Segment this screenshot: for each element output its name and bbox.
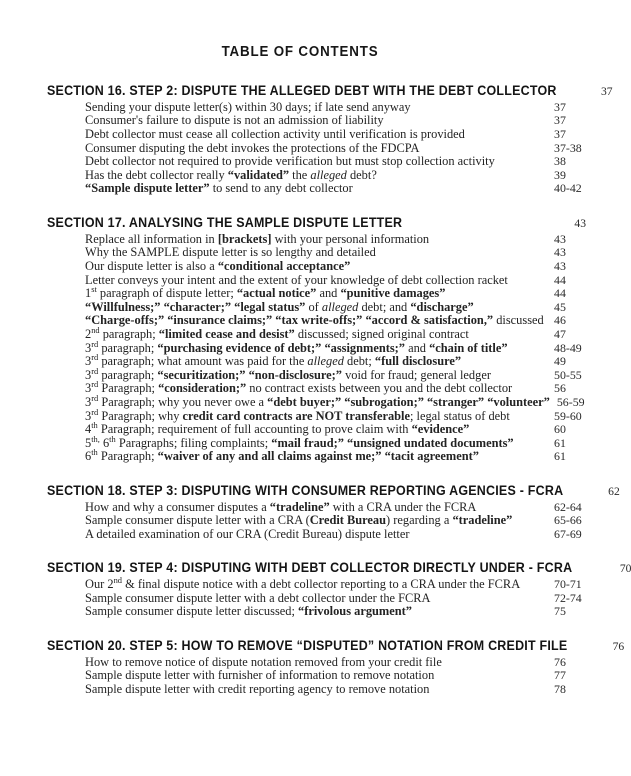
toc-entry[interactable] (0, 114, 600, 128)
toc-entry-label: 3rd Paragraph; “consideration;” no contract exists between you and the debt collector (85, 379, 513, 396)
toc-entry-label: 3rd Paragraph; why you never owe a “debt buyer;” “subrogation;” “stranger” “volunteer” (85, 392, 550, 409)
toc-entry-page-number: 67-69 (554, 526, 582, 541)
toc-section (0, 196, 600, 464)
toc-entry-page-number: 62-64 (554, 499, 582, 514)
toc-section (0, 619, 625, 697)
toc-entry-label: Sample consumer dispute letter discussed; “frivolous argument” (85, 604, 412, 619)
section-entry-list (0, 654, 600, 697)
section-heading-page-number: 70 (619, 562, 631, 576)
toc-entry[interactable] (0, 419, 600, 437)
section-heading-page-number: 76 (612, 640, 625, 654)
toc-entry-page-number: 46 (554, 313, 566, 328)
section-entry-list (0, 499, 600, 542)
toc-entry-label: Sample dispute letter with credit reporting agency to remove notation (85, 682, 430, 697)
toc-entry-label: Our dispute letter is also a “conditional acceptance” (85, 258, 351, 273)
toc-entry-page-number: 38 (554, 154, 566, 169)
toc-entry-label: Our 2nd & final dispute notice with a debt collector reporting to a CRA under the FCRA (85, 575, 521, 592)
toc-entry-label: Letter conveys your intent and the extent of your knowledge of debt collection racket (85, 272, 508, 287)
toc-entry[interactable] (0, 233, 600, 247)
toc-entry-label: 2nd paragraph; “limited cease and desist” discussed; signed original contract (85, 324, 469, 341)
section-heading-title: SECTION 20. STEP 5: HOW TO REMOVE “DISPUTED” NOTATION FROM CREDIT FILE (47, 638, 568, 654)
section-entry-list (0, 99, 600, 196)
toc-entry-page-number: 37-38 (554, 140, 582, 155)
toc-entry-label: Why the SAMPLE dispute letter is so lengthy and detailed (85, 245, 376, 260)
toc-entry[interactable] (0, 169, 600, 183)
section-heading-page-number: 37 (600, 85, 613, 98)
toc-entry-page-number: 78 (554, 682, 566, 697)
toc-entry-label: 3rd paragraph; “purchasing evidence of debt;” “assignments;” and “chain of title” (85, 338, 508, 355)
toc-entry-page-number: 37 (554, 113, 566, 128)
toc-entry-page-number: 43 (554, 231, 566, 246)
section-heading-row[interactable] (0, 638, 625, 654)
toc-sections (0, 60, 631, 697)
toc-entry-label: Sample consumer dispute letter with a CRA (Credit Bureau) regarding a “tradeline” (85, 513, 513, 528)
toc-entry[interactable] (0, 575, 600, 592)
toc-section (0, 464, 620, 542)
toc-entry-page-number: 37 (554, 127, 566, 141)
toc-entry-label: Consumer's failure to dispute is not an admission of liability (85, 113, 384, 128)
toc-entry-page-number: 61 (554, 435, 566, 450)
toc-entry[interactable] (0, 447, 600, 464)
section-heading-title: SECTION 16. STEP 2: DISPUTE THE ALLEGED DEBT WITH THE DEBT COLLECTOR (47, 83, 557, 98)
page-title: TABLE OF CONTENTS (221, 44, 379, 60)
toc-entry[interactable] (0, 301, 600, 315)
toc-entry-label: How to remove notice of dispute notation removed from your credit file (85, 654, 442, 669)
section-heading-page-number: 43 (574, 216, 586, 230)
toc-entry-page-number: 44 (554, 286, 566, 301)
toc-entry-page-number: 44 (554, 272, 566, 287)
toc-entry-label: 3rd paragraph; “securitization;” “non-disclosure;” void for fraud; general ledger (85, 365, 491, 382)
section-heading-row[interactable] (0, 215, 600, 231)
section-heading-title: SECTION 17. ANALYSING THE SAMPLE DISPUTE LETTER (47, 214, 403, 230)
toc-section (0, 60, 613, 196)
toc-entry[interactable] (0, 501, 600, 515)
toc-entry-page-number: 70-71 (554, 577, 582, 592)
toc-entry-label: “Sample dispute letter” to send to any debt collector (85, 181, 353, 196)
toc-entry[interactable] (0, 142, 600, 156)
toc-entry-page-number: 75 (554, 604, 566, 619)
toc-entry-label: 3rd paragraph; what amount was paid for the alleged debt; “full disclosure” (85, 352, 462, 369)
toc-entry[interactable] (0, 246, 600, 260)
section-entry-list (0, 576, 600, 619)
toc-entry-page-number: 59-60 (554, 408, 582, 423)
toc-entry-label: Replace all information in [brackets] with your personal information (85, 231, 430, 246)
toc-entry[interactable] (0, 324, 600, 342)
toc-entry-label: “Willfulness;” “character;” “legal status” of alleged debt; and “discharge” (85, 299, 474, 314)
toc-entry[interactable] (0, 128, 600, 142)
toc-entry-page-number: 48-49 (554, 340, 582, 355)
toc-entry-page-number: 76 (554, 654, 566, 669)
toc-entry-label: Sample consumer dispute letter with a debt collector under the FCRA (85, 590, 431, 605)
toc-entry-page-number: 39 (554, 167, 566, 182)
section-heading-row[interactable] (0, 83, 613, 99)
toc-entry[interactable] (0, 182, 600, 196)
toc-entry-page-number: 43 (554, 258, 566, 273)
toc-entry[interactable] (0, 155, 600, 169)
toc-entry-label: A detailed examination of our CRA (Credit Bureau) dispute letter (85, 526, 410, 541)
toc-entry[interactable] (0, 284, 600, 301)
toc-entry-label: “Charge-offs;” “insurance claims;” “tax write-offs;” “accord & satisfaction,” discussed (85, 313, 544, 328)
toc-entry-page-number: 47 (554, 326, 566, 341)
section-heading-page-number: 62 (608, 484, 620, 498)
toc-entry-page-number: 45 (554, 299, 566, 314)
toc-entry[interactable] (0, 514, 600, 528)
section-heading-row[interactable] (0, 560, 631, 576)
toc-entry[interactable] (0, 314, 600, 328)
toc-entry-page-number: 49 (554, 354, 566, 369)
toc-entry-label: 4th Paragraph; requirement of full accounting to prove claim with “evidence” (85, 419, 470, 437)
toc-entry-page-number: 40-42 (554, 181, 582, 196)
toc-entry-label: 3rd Paragraph; why credit card contracts are NOT transferable; legal status of debt (85, 406, 510, 423)
section-heading-row[interactable] (0, 482, 620, 499)
toc-entry-page-number: 37 (554, 99, 566, 114)
toc-entry[interactable] (0, 669, 600, 683)
toc-entry[interactable] (0, 592, 600, 606)
toc-entry[interactable] (0, 260, 600, 274)
toc-entry-page-number: 56-59 (556, 394, 585, 409)
toc-entry-label: Sample dispute letter with furnisher of information to remove notation (85, 668, 435, 683)
toc-entry-label: How and why a consumer disputes a “tradeline” with a CRA under the FCRA (85, 499, 477, 514)
toc-entry[interactable] (0, 605, 600, 619)
toc-entry-page-number: 65-66 (554, 513, 582, 528)
toc-entry-label: Has the debt collector really “validated” the alleged debt? (85, 167, 377, 182)
toc-entry-page-number: 61 (554, 449, 566, 464)
toc-entry[interactable] (0, 528, 600, 542)
toc-entry[interactable] (0, 392, 600, 410)
toc-entry-label: Consumer disputing the debt invokes the protections of the FDCPA (85, 140, 420, 155)
toc-entry[interactable] (0, 683, 600, 697)
toc-entry-label: 1st paragraph of dispute letter; “actual notice” and “punitive damages” (85, 284, 446, 301)
toc-section (0, 541, 631, 619)
section-heading-title: SECTION 18. STEP 3: DISPUTING WITH CONSUMER REPORTING AGENCIES - FCRA (47, 482, 564, 498)
section-entry-list (0, 231, 600, 464)
toc-entry-label: Sending your dispute letter(s) within 30 days; if late send anyway (85, 99, 411, 114)
toc-entry[interactable] (0, 352, 600, 369)
toc-entry-page-number: 56 (554, 381, 566, 396)
toc-entry-label: $5^{th,}$ 6th Paragraphs; filing complaints; “mail fraud;” “unsigned undated documents” (85, 433, 514, 450)
toc-entry[interactable] (0, 379, 600, 396)
section-heading-title: SECTION 19. STEP 4: DISPUTING WITH DEBT COLLECTOR DIRECTLY UNDER - FCRA (47, 560, 573, 576)
toc-entry-page-number: 50-55 (554, 367, 582, 382)
toc-entry-page-number: 72-74 (554, 590, 582, 605)
toc-entry-page-number: 77 (554, 668, 566, 683)
toc-entry[interactable] (0, 101, 600, 115)
toc-entry-page-number: 60 (554, 422, 566, 437)
toc-entry[interactable] (0, 656, 600, 670)
toc-entry-label: Debt collector must cease all collection activity until verification is provided (85, 127, 465, 141)
toc-entry-label: 6th Paragraph; “waiver of any and all claims against me;” “tacit agreement” (85, 447, 479, 464)
toc-entry-label: Debt collector not required to provide verification but must stop collection activity (85, 154, 495, 169)
toc-entry-page-number: 43 (554, 245, 566, 260)
